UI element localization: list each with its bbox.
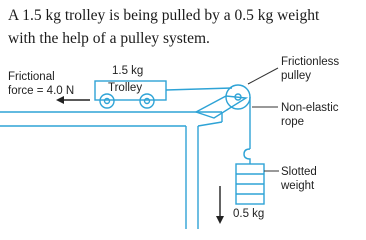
pulley-label-line2: pulley: [281, 70, 312, 82]
trolley-label: Trolley: [108, 82, 143, 94]
rope-label-line2: rope: [281, 116, 305, 128]
bench: [0, 112, 222, 229]
friction-label-line1: Frictional: [8, 71, 55, 83]
friction-label-line2: force = 4.0 N: [8, 85, 75, 97]
pulley-label-line1: Frictionless: [281, 56, 340, 68]
weight-label-line2: weight: [281, 180, 315, 192]
trolley-wheel-left: [100, 94, 114, 108]
rope-horizontal: [166, 88, 232, 90]
bench-leg-top: [198, 122, 222, 126]
trolley-mass-label: 1.5 kg: [112, 65, 144, 77]
question-line-1: A 1.5 kg trolley is being pulled by a 0.5 kg weight: [8, 7, 320, 24]
question-line-2: with the help of a pulley system.: [8, 30, 210, 47]
friction-arrow: [56, 96, 90, 104]
slotted-weight: [236, 164, 264, 204]
trolley-wheel-right: [140, 94, 154, 108]
rope-label-line1: Non-elastic: [281, 102, 339, 114]
weight-mass-label: 0.5 kg: [233, 208, 265, 220]
pulley-leader-line: [248, 68, 278, 84]
trolley-wheel-left-hub: [105, 99, 110, 104]
weight-label-line1: Slotted: [281, 166, 317, 178]
weight-hook: [244, 149, 250, 164]
weight-arrow: [216, 186, 224, 224]
trolley-wheel-right-hub: [145, 99, 150, 104]
